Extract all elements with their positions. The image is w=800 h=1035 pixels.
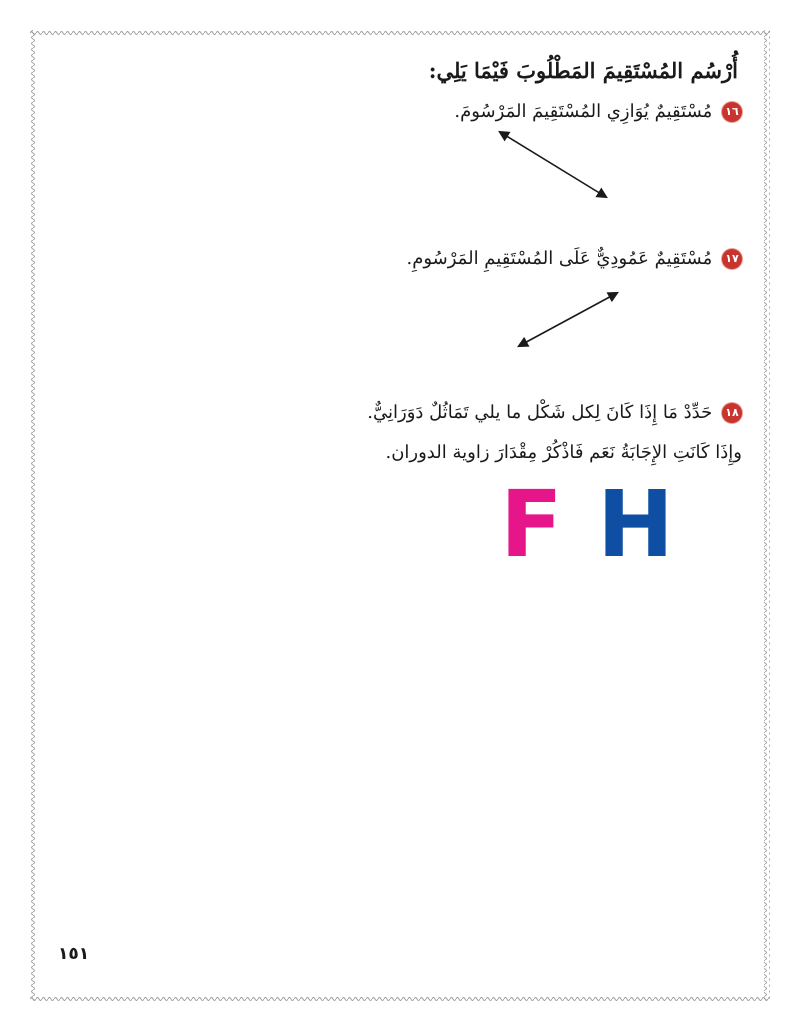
exercise-number-badge: ١٨ xyxy=(722,403,742,423)
exercise-number-badge: ١٦ xyxy=(722,102,742,122)
exercise-number-badge: ١٧ xyxy=(722,249,742,269)
letter-f: F xyxy=(500,471,563,578)
symmetry-letters xyxy=(0,471,800,578)
exercise-text: حَدِّدْ مَا إِذَا كَانَ لِكل شَكْل ما يلي تَمَاثُلٌ دَوَرَانِيٌّ. xyxy=(367,402,713,423)
exercise-text: مُسْتَقِيمٌ عَمُودِيٌّ عَلَى المُسْتَقِيمِ المَرْسُومِ. xyxy=(406,248,713,269)
page-number: ١٥١ xyxy=(58,944,90,964)
given-line-16 xyxy=(500,132,606,197)
letter-h: H xyxy=(597,471,674,578)
given-line-17 xyxy=(519,293,617,346)
page-heading: أُرْسُم المُسْتَقِيمَ المَطْلُوبَ فَيْمَا يَلِي: xyxy=(428,58,738,83)
exercise-text: مُسْتَقِيمٌ يُوَازِي المُسْتَقِيمَ المَرْسُومَ. xyxy=(454,101,713,122)
exercise-18-line-2: وإِذَا كَانَتِ الإِجَابَةُ نَعَم فَاذْكُرْ مِقْدَارَ زاوية الدوران. xyxy=(385,442,742,463)
